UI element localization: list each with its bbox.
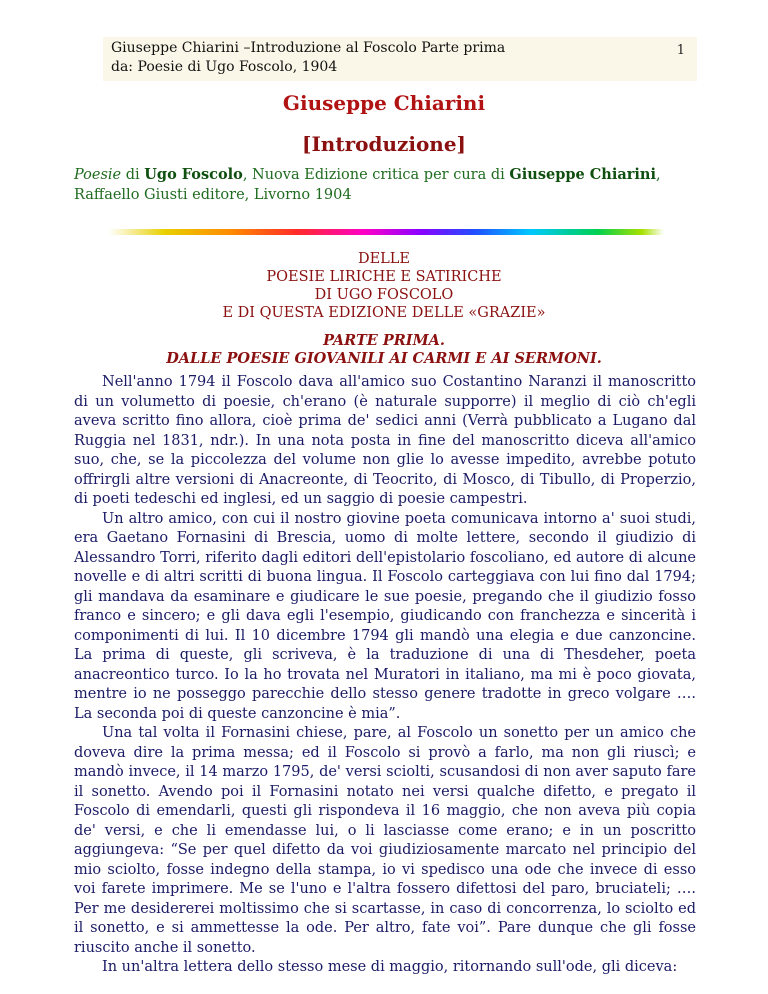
paragraph: Nell'anno 1794 il Foscolo dava all'amico suo Costantino Naranzi il manoscritto di un volumetto di poesie, ch'erano (è naturale supporre) il meglio di ciò ch'egli aveva scritto fino allora, cioè prima de' sedici anni (Verrà pubblicato a Lugano dal Ruggia nel 1831, ndr.). In una nota posta in fine del manoscritto diceva all'amico suo, che, se la piccolezza del volume non glie lo avesse impedito, avrebbe potuto offrirgli altre versioni di Anacreonte, di Teocrito, di Mosco, di Tibullo, di Properzio, di poeti tedeschi ed inglesi, ed un saggio di poesie campestri. bbox=[74, 374, 696, 507]
running-header bbox=[103, 37, 697, 81]
body-text bbox=[74, 373, 696, 978]
paragraph: Una tal volta il Fornasini chiese, pare, al Foscolo un sonetto per un amico che doveva dire la prima messa; ed il Foscolo si provò a farlo, ma non gli riuscì; e mandò invece, il 14 marzo 1795, de' versi sciolti, scusandosi di non aver saputo fare il sonetto. Avendo poi il Fornasini notato nei versi qualche difetto, e pregato il Foscolo di emendarli, questi gli rispondeva il 16 maggio, che non aveva più copia de' versi, e che li emendasse lui, o li lasciasse come erano; e in un poscritto aggiungeva: “Se per quel difetto da voi giudiziosamente marcato nel principio del mio sciolto, fosse indegno della stampa, io vi spedisco una ode che invece di esso voi farete imprimere. Me se l'uno e l'altra fossero difettosi del paro, bruciateli; …. Per me desidererei moltissimo che si scartasse, in caso di concorrenza, lo sciolto ed il sonetto, e si ammettesse la ode. Per altro, fate voi”. Pare dunque che gli fosse riuscito anche il sonetto. bbox=[74, 725, 696, 956]
part-heading-line: DALLE POESIE GIOVANILI AI CARMI E AI SERMONI. bbox=[166, 350, 602, 367]
document-author-title: Giuseppe Chiarini bbox=[282, 91, 486, 115]
section-heading-line: DELLE bbox=[357, 251, 411, 267]
biblio-foscolo: Ugo Foscolo bbox=[144, 166, 243, 183]
part-heading bbox=[0, 332, 768, 368]
biblio-middle: , Nuova Edizione critica per cura di bbox=[242, 167, 510, 183]
header-source-line: da: Poesie di Ugo Foscolo, 1904 bbox=[111, 59, 338, 75]
biblio-di: di bbox=[121, 167, 145, 183]
biblio-publisher: Raffaello Giusti editore, Livorno 1904 bbox=[74, 187, 352, 203]
biblio-poesie: Poesie bbox=[74, 167, 122, 183]
rainbow-divider bbox=[109, 229, 664, 235]
header-title-line: Giuseppe Chiarini –Introduzione al Foscolo Parte prima bbox=[111, 40, 506, 56]
bibliographic-note bbox=[74, 165, 696, 205]
part-heading-line: PARTE PRIMA. bbox=[323, 332, 445, 349]
section-heading-line: E DI QUESTA EDIZIONE DELLE «GRAZIE» bbox=[222, 305, 546, 321]
biblio-chiarini: Giuseppe Chiarini bbox=[509, 166, 656, 183]
section-heading bbox=[0, 250, 768, 322]
biblio-comma: , bbox=[655, 167, 661, 183]
paragraph: In un'altra lettera dello stesso mese di maggio, ritornando sull'ode, gli diceva: bbox=[102, 959, 678, 975]
section-heading-line: DI UGO FOSCOLO bbox=[314, 287, 454, 303]
page-number: 1 bbox=[676, 43, 685, 58]
paragraph: Un altro amico, con cui il nostro giovine poeta comunicava intorno a' suoi studi, era Gaetano Fornasini di Brescia, uomo di molte lettere, secondo il giudizio di Alessandro Torri, riferito dagli editori dell'epistolario foscoliano, ed autore di alcune novelle e di altri scritti di buona lingua. Il Foscolo carteggiava con lui fino dal 1794; gli mandava da esaminare e giudicare le sue poesie, pregando che il giudizio fosso franco e sincero; e gli dava egli l'esempio, giudicando con franchezza e sincerità i componimenti di lui. Il 10 dicembre 1794 gli mandò una elegia e due canzoncine. La prima di queste, gli scriveva, è la traduzione di una di Thesdeher, poeta anacreontico turco. Io la ho trovata nel Muratori in italiano, ma mi è poco giovata, mentre io ne posseggo parecchie dello stesso genere tradotte in greco volgare …. La seconda poi di queste canzoncine è mia”. bbox=[74, 510, 696, 722]
document-section-title: [Introduzione] bbox=[301, 132, 467, 156]
section-heading-line: POESIE LIRICHE E SATIRICHE bbox=[266, 269, 502, 285]
